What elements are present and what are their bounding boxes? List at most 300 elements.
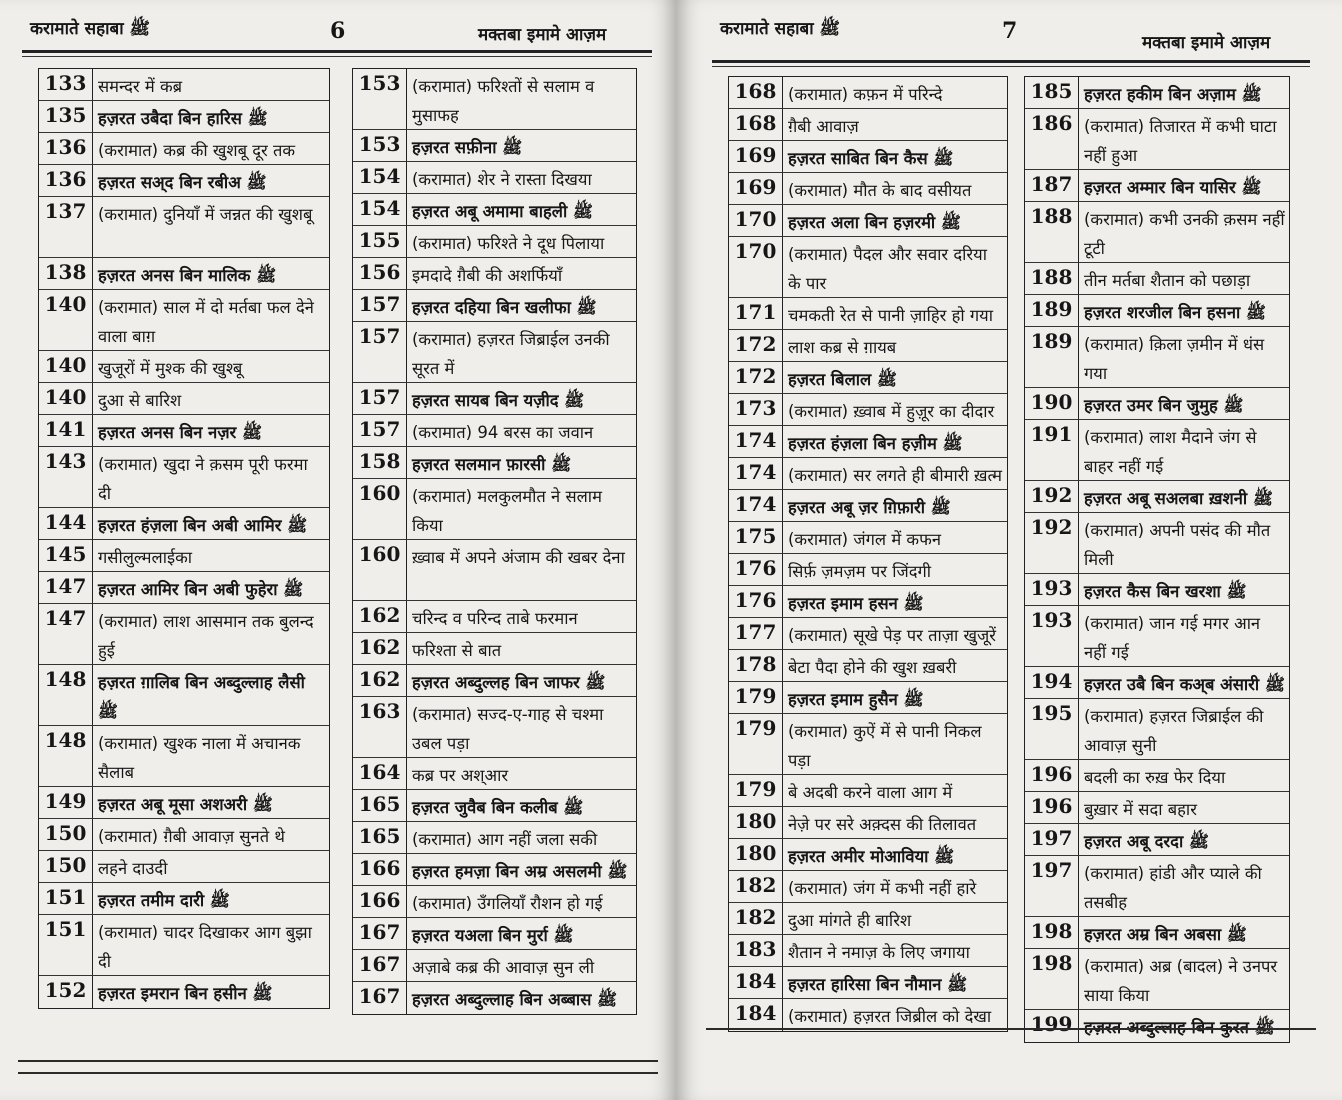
entry-page-number: 176 — [729, 554, 783, 585]
entry-title: (करामात) साल में दो मर्तबा फल देने वाला बाग़ — [98, 298, 314, 346]
entry-title: समन्दर में कब्र — [98, 77, 183, 96]
index-entry — [729, 77, 1007, 109]
right-page-number: 7 — [1002, 18, 1018, 44]
entry-page-number: 165 — [353, 790, 407, 821]
entry-page-number: 182 — [729, 871, 783, 902]
entry-page-number: 140 — [39, 351, 93, 382]
entry-page-number: 143 — [39, 447, 93, 507]
entry-title: (करामात) हज़रत जिब्राईल उनकी सूरत में — [412, 330, 610, 378]
entry-page-number: 174 — [729, 490, 783, 521]
index-entry — [729, 394, 1007, 426]
index-entry — [729, 714, 1007, 775]
index-entry — [353, 918, 636, 950]
entry-title: बदली का रुख़ फेर दिया — [1084, 768, 1226, 787]
entry-title: हज़रत सलमान फ़ारसी ﷺ — [412, 455, 572, 474]
index-entry — [353, 697, 636, 758]
entry-page-number: 135 — [39, 101, 93, 132]
entry-page-number: 168 — [729, 77, 783, 108]
index-entry — [39, 165, 329, 197]
entry-title: हज़रत आमिर बिन अबी फुहेरा ﷺ — [98, 580, 304, 599]
index-entry — [353, 790, 636, 822]
entry-title: (करामात) खुश्क नाला में अचानक सैलाब — [98, 734, 301, 782]
index-entry — [39, 258, 329, 290]
entry-title: (करामात) तिजारत में कभी घाटा नहीं हुआ — [1084, 117, 1277, 165]
entry-page-number: 198 — [1025, 949, 1079, 1009]
entry-page-number: 151 — [39, 915, 93, 975]
entry-page-number: 186 — [1025, 109, 1079, 169]
left-page-column-2 — [352, 68, 637, 1015]
entry-page-number: 184 — [729, 967, 783, 998]
entry-title: दुआ मांगते ही बारिश — [788, 911, 912, 930]
right-page-header — [676, 0, 1342, 53]
index-entry — [729, 807, 1007, 839]
index-entry — [1025, 263, 1289, 295]
index-entry — [1025, 109, 1289, 170]
entry-title: (करामात) कुऐं में से पानी निकल पड़ा — [788, 722, 982, 770]
entry-title: लहने दाउदी — [98, 859, 168, 878]
entry-title: हज़रत सफ़ीना ﷺ — [412, 138, 523, 157]
entry-page-number: 150 — [39, 819, 93, 850]
index-entry — [39, 883, 329, 915]
index-entry — [39, 508, 329, 540]
entry-page-number: 155 — [353, 226, 407, 257]
entry-page-number: 187 — [1025, 170, 1079, 201]
index-entry — [1025, 1010, 1289, 1042]
entry-page-number: 138 — [39, 258, 93, 289]
entry-page-number: 150 — [39, 851, 93, 882]
index-entry — [1025, 699, 1289, 760]
index-entry — [353, 540, 636, 601]
entry-page-number: 192 — [1025, 481, 1079, 512]
entry-page-number: 160 — [353, 479, 407, 539]
entry-page-number: 179 — [729, 775, 783, 806]
index-entry — [729, 298, 1007, 330]
index-entry — [353, 479, 636, 540]
index-entry — [353, 258, 636, 290]
entry-page-number: 137 — [39, 197, 93, 257]
entry-title: (करामात) लाश मैदाने जंग से बाहर नहीं गई — [1084, 428, 1257, 476]
entry-page-number: 141 — [39, 415, 93, 446]
index-entry — [353, 194, 636, 226]
entry-title: (करामात) उँगलियाँ रौशन हो गई — [412, 894, 603, 913]
index-entry — [729, 618, 1007, 650]
index-entry — [729, 173, 1007, 205]
entry-page-number: 177 — [729, 618, 783, 649]
entry-title: हज़रत उबै बिन कअ्ब अंसारी ﷺ — [1084, 675, 1285, 694]
entry-page-number: 184 — [729, 999, 783, 1031]
entry-title: हज़रत हकीम बिन अज़ाम ﷺ — [1084, 85, 1262, 104]
entry-title: (करामात) कब्र की खुशबू दूर तक — [98, 141, 296, 160]
index-entry — [353, 447, 636, 479]
entry-title: (करामात) पैदल और सवार दरिया के पार — [788, 245, 988, 293]
entry-title: शैतान ने नमाज़ के लिए जगाया — [788, 943, 970, 962]
index-entry — [729, 522, 1007, 554]
entry-page-number: 188 — [1025, 202, 1079, 262]
entry-title: बेटा पैदा होने की खुश ख़बरी — [788, 658, 957, 677]
entry-page-number: 167 — [353, 918, 407, 949]
index-entry — [39, 351, 329, 383]
entry-title: ख़्वाब में अपने अंजाम की खबर देना — [412, 548, 625, 567]
left-header-rule-thin — [22, 56, 652, 57]
entry-page-number: 191 — [1025, 420, 1079, 480]
index-entry — [353, 130, 636, 162]
entry-page-number: 164 — [353, 758, 407, 789]
entry-page-number: 185 — [1025, 77, 1079, 108]
entry-page-number: 193 — [1025, 574, 1079, 605]
index-entry — [729, 237, 1007, 298]
index-entry — [729, 682, 1007, 714]
entry-page-number: 160 — [353, 540, 407, 600]
entry-title: (करामात) क़िला ज़मीन में धंस गया — [1084, 335, 1265, 383]
index-entry — [39, 726, 329, 787]
entry-page-number: 190 — [1025, 388, 1079, 419]
index-entry — [729, 839, 1007, 871]
index-entry — [39, 819, 329, 851]
index-entry — [1025, 917, 1289, 949]
entry-title: हज़रत जुवैब बिन कलीब ﷺ — [412, 798, 584, 817]
entry-page-number: 189 — [1025, 295, 1079, 326]
entry-title: तीन मर्तबा शैतान को पछाड़ा — [1084, 271, 1251, 290]
entry-title: हज़रत अबू ज़र ग़िफ़ारी ﷺ — [788, 498, 951, 517]
entry-title: हज़रत हंज़ला बिन अबी आमिर ﷺ — [98, 516, 308, 535]
entry-title: (करामात) सर लगते ही बीमारी ख़त्म — [788, 466, 1003, 485]
index-entry — [729, 205, 1007, 237]
index-entry — [729, 967, 1007, 999]
entry-page-number: 179 — [729, 682, 783, 713]
entry-page-number: 167 — [353, 982, 407, 1014]
index-entry — [1025, 949, 1289, 1010]
entry-title: हज़रत तमीम दारी ﷺ — [98, 891, 230, 910]
entry-title: ग़ैबी आवाज़ — [788, 117, 859, 136]
entry-title: (करामात) फरिश्ते ने दूध पिलाया — [412, 234, 605, 253]
entry-page-number: 162 — [353, 601, 407, 632]
entry-title: (करामात) दुनियाँ में जन्नत की खुशबू — [98, 205, 313, 224]
entry-title: हज़रत बिलाल ﷺ — [788, 370, 897, 389]
entry-title: (करामात) सूखे पेड़ पर ताज़ा खुजूरें — [788, 626, 996, 645]
entry-title: हज़रत अबू अमामा बाहली ﷺ — [412, 202, 593, 221]
right-page — [676, 0, 1342, 1100]
index-entry — [353, 633, 636, 665]
entry-title: गसीलुल्मलाईका — [98, 548, 193, 567]
index-entry — [353, 950, 636, 982]
index-entry — [729, 490, 1007, 522]
right-footer-rule — [706, 1028, 1316, 1030]
index-entry — [1025, 574, 1289, 606]
entry-title: हज़रत अम्मार बिन यासिर ﷺ — [1084, 178, 1262, 197]
index-entry — [729, 871, 1007, 903]
entry-page-number: 180 — [729, 807, 783, 838]
index-entry — [1025, 420, 1289, 481]
entry-title: हज़रत अनस बिन मालिक ﷺ — [98, 266, 277, 285]
index-entry — [39, 665, 329, 726]
entry-page-number: 176 — [729, 586, 783, 617]
entry-title: (करामात) अब्र (बादल) ने उनपर साया किया — [1084, 957, 1278, 1005]
index-entry — [39, 572, 329, 604]
entry-page-number: 144 — [39, 508, 93, 539]
index-entry — [353, 822, 636, 854]
entry-title: दुआ से बारिश — [98, 391, 182, 410]
right-page-title: करामाते सहाबा ﷺ — [720, 19, 841, 39]
entry-title: (करामात) हज़रत जिब्राईल की आवाज़ सुनी — [1084, 707, 1264, 755]
entry-title: खुजूरों में मुश्क की खुश्बू — [98, 359, 243, 378]
entry-title: हज़रत यअला बिन मुर्रा ﷺ — [412, 926, 574, 945]
entry-title: (करामात) फरिश्तों से सलाम व मुसाफह — [412, 77, 595, 125]
entry-title: हज़रत उबैदा बिन हारिस ﷺ — [98, 109, 268, 128]
index-entry — [729, 999, 1007, 1031]
entry-title: (करामात) मलकुलमौत ने सलाम किया — [412, 487, 602, 535]
entry-page-number: 148 — [39, 665, 93, 725]
entry-page-number: 192 — [1025, 513, 1079, 573]
entry-title: (करामात) सज्द-ए-गाह से चश्मा उबल पड़ा — [412, 705, 604, 753]
right-header-rule-thin — [712, 66, 1310, 67]
index-entry — [1025, 295, 1289, 327]
index-entry — [1025, 202, 1289, 263]
index-entry — [1025, 327, 1289, 388]
entry-page-number: 157 — [353, 290, 407, 321]
entry-title: हज़रत इमरान बिन हसीन ﷺ — [98, 984, 273, 1003]
entry-page-number: 136 — [39, 133, 93, 164]
entry-page-number: 163 — [353, 697, 407, 757]
entry-page-number: 169 — [729, 141, 783, 172]
entry-page-number: 170 — [729, 237, 783, 297]
entry-page-number: 189 — [1025, 327, 1079, 387]
index-entry — [729, 109, 1007, 141]
left-page-column-1 — [38, 68, 330, 1009]
right-page-column-1 — [728, 76, 1008, 1032]
entry-title: हज़रत अमीर मोआविया ﷺ — [788, 847, 955, 866]
entry-page-number: 198 — [1025, 917, 1079, 948]
entry-page-number: 196 — [1025, 792, 1079, 823]
entry-page-number: 140 — [39, 383, 93, 414]
entry-page-number: 197 — [1025, 856, 1079, 916]
index-entry — [39, 851, 329, 883]
entry-title: बुख़ार में सदा बहार — [1084, 800, 1197, 819]
entry-title: हज़रत उमर बिन जुमुह ﷺ — [1084, 396, 1244, 415]
entry-title: हज़रत अबू सअलबा ख़शनी ﷺ — [1084, 489, 1273, 508]
entry-page-number: 188 — [1025, 263, 1079, 294]
index-entry — [353, 322, 636, 383]
entry-title: (करामात) चादर दिखाकर आग बुझा दी — [98, 923, 312, 971]
entry-title: हज़रत अबू मूसा अशअरी ﷺ — [98, 795, 273, 814]
index-entry — [353, 383, 636, 415]
index-entry — [729, 141, 1007, 173]
entry-title: (करामात) जान गई मगर आन नहीं गई — [1084, 614, 1261, 662]
left-header-rule — [22, 50, 652, 53]
index-entry — [729, 554, 1007, 586]
right-header-rule — [712, 60, 1310, 63]
entry-page-number: 156 — [353, 258, 407, 289]
entry-title: (करामात) खुदा ने क़सम पूरी फरमा दी — [98, 455, 308, 503]
entry-title: हज़रत अनस बिन नज़र ﷺ — [98, 423, 262, 442]
index-entry — [353, 886, 636, 918]
entry-title: हज़रत अला बिन हज़रमी ﷺ — [788, 213, 961, 232]
index-entry — [729, 362, 1007, 394]
entry-page-number: 172 — [729, 330, 783, 361]
index-entry — [729, 935, 1007, 967]
entry-page-number: 179 — [729, 714, 783, 774]
index-entry — [1025, 856, 1289, 917]
index-entry — [1025, 170, 1289, 202]
entry-title: हज़रत सायब बिन यज़ीद ﷺ — [412, 391, 585, 410]
index-entry — [729, 775, 1007, 807]
entry-title: (करामात) ख़्वाब में हुज़ूर का दीदार — [788, 402, 995, 421]
index-entry — [353, 854, 636, 886]
entry-page-number: 152 — [39, 976, 93, 1008]
left-page-title: करामाते सहाबा ﷺ — [30, 19, 151, 39]
index-entry — [353, 415, 636, 447]
entry-title: (करामात) लाश आसमान तक बुलन्द हुई — [98, 612, 314, 660]
entry-page-number: 194 — [1025, 667, 1079, 698]
entry-title: (करामात) जंगल में कफन — [788, 530, 941, 549]
entry-title: हज़रत साबित बिन कैस ﷺ — [788, 149, 954, 168]
entry-page-number: 167 — [353, 950, 407, 981]
entry-page-number: 180 — [729, 839, 783, 870]
left-page-number: 6 — [330, 18, 346, 44]
entry-title: हज़रत हारिसा बिन नौमान ﷺ — [788, 975, 968, 994]
entry-page-number: 197 — [1025, 824, 1079, 855]
entry-page-number: 175 — [729, 522, 783, 553]
entry-page-number: 166 — [353, 886, 407, 917]
entry-title: हज़रत इमाम हसन ﷺ — [788, 594, 924, 613]
left-footer-rule-2 — [18, 1072, 658, 1074]
entry-page-number: 162 — [353, 633, 407, 664]
index-entry — [39, 101, 329, 133]
index-entry — [39, 383, 329, 415]
entry-page-number: 153 — [353, 130, 407, 161]
entry-title: (करामात) मौत के बाद वसीयत — [788, 181, 972, 200]
entry-page-number: 147 — [39, 604, 93, 664]
index-entry — [1025, 77, 1289, 109]
index-entry — [353, 69, 636, 130]
entry-page-number: 166 — [353, 854, 407, 885]
entry-page-number: 154 — [353, 162, 407, 193]
entry-title: कब्र पर अश्आर — [412, 766, 509, 785]
entry-page-number: 154 — [353, 194, 407, 225]
entry-page-number: 148 — [39, 726, 93, 786]
index-entry — [39, 69, 329, 101]
left-footer-rule — [18, 1060, 658, 1062]
entry-page-number: 178 — [729, 650, 783, 681]
index-entry — [1025, 513, 1289, 574]
index-entry — [1025, 606, 1289, 667]
entry-title: बे अदबी करने वाला आग में — [788, 783, 953, 802]
index-entry — [39, 915, 329, 976]
entry-title: (करामात) ग़ैबी आवाज़ सुनते थे — [98, 827, 285, 846]
entry-page-number: 169 — [729, 173, 783, 204]
entry-title: इमदादे ग़ैबी की अशर्फियाँ — [412, 266, 563, 285]
entry-title: लाश कब्र से ग़ायब — [788, 338, 897, 357]
entry-page-number: 162 — [353, 665, 407, 696]
entry-title: हज़रत इमाम हुसैन ﷺ — [788, 690, 924, 709]
entry-title: हज़रत दहिया बिन खलीफा ﷺ — [412, 298, 597, 317]
entry-title: सिर्फ़ ज़मज़म पर जिंदगी — [788, 562, 932, 581]
entry-title: हज़रत अब्दुल्लाह बिन कुरत ﷺ — [1084, 1018, 1275, 1037]
index-entry — [353, 601, 636, 633]
entry-title: चरिन्द व परिन्द ताबे फरमान — [412, 609, 578, 628]
index-entry — [1025, 388, 1289, 420]
index-entry — [729, 330, 1007, 362]
index-entry — [353, 226, 636, 258]
entry-title: (करामात) आग नहीं जला सकी — [412, 830, 598, 849]
entry-page-number: 171 — [729, 298, 783, 329]
index-entry — [353, 162, 636, 194]
index-entry — [39, 976, 329, 1008]
entry-page-number: 157 — [353, 415, 407, 446]
index-entry — [39, 540, 329, 572]
index-entry — [1025, 667, 1289, 699]
entry-page-number: 195 — [1025, 699, 1079, 759]
entry-title: हज़रत अब्दुल्लाह बिन अब्बास ﷺ — [412, 990, 618, 1009]
entry-page-number: 173 — [729, 394, 783, 425]
right-page-publisher: मक्तबा इमामे आज़म — [1142, 33, 1271, 53]
entry-page-number: 165 — [353, 822, 407, 853]
entry-page-number: 183 — [729, 935, 783, 966]
entry-title: हज़रत हमज़ा बिन अम्र असलमी ﷺ — [412, 862, 628, 881]
entry-title: हज़रत शरजील बिन हसना ﷺ — [1084, 303, 1266, 322]
right-page-column-2 — [1024, 76, 1290, 1043]
entry-title: हज़रत अब्दुल्लह बिन जाफर ﷺ — [412, 673, 606, 692]
entry-title: हज़रत अबू दरदा ﷺ — [1084, 832, 1209, 851]
entry-page-number: 199 — [1025, 1010, 1079, 1042]
entry-title: हज़रत ग़ालिब बिन अब्दुल्लाह लैसी ﷺ — [98, 673, 305, 721]
entry-title: (करामात) जंग में कभी नहीं हारे — [788, 879, 977, 898]
entry-page-number: 193 — [1025, 606, 1079, 666]
index-entry — [729, 458, 1007, 490]
entry-title: हज़रत सअ्द बिन रबीअ ﷺ — [98, 173, 267, 192]
index-entry — [39, 197, 329, 258]
entry-title: (करामात) हज़रत जिब्रील को देखा — [788, 1007, 992, 1026]
index-entry — [39, 604, 329, 665]
entry-page-number: 168 — [729, 109, 783, 140]
index-entry — [39, 447, 329, 508]
entry-page-number: 149 — [39, 787, 93, 818]
entry-page-number: 157 — [353, 322, 407, 382]
entry-page-number: 158 — [353, 447, 407, 478]
entry-title: चमकती रेत से पानी ज़ाहिर हो गया — [788, 306, 994, 325]
index-entry — [729, 903, 1007, 935]
entry-title: (करामात) कफ़न में परिन्दे — [788, 85, 943, 104]
entry-page-number: 151 — [39, 883, 93, 914]
entry-title: (करामात) हांडी और प्याले की तसबीह — [1084, 864, 1262, 912]
entry-title: अज़ाबे कब्र की आवाज़ सुन ली — [412, 958, 595, 977]
index-entry — [729, 650, 1007, 682]
entry-page-number: 145 — [39, 540, 93, 571]
index-entry — [353, 290, 636, 322]
entry-title: (करामात) अपनी पसंद की मौत मिली — [1084, 521, 1271, 569]
index-entry — [39, 290, 329, 351]
entry-title: हज़रत अम्र बिन अबसा ﷺ — [1084, 925, 1247, 944]
index-entry — [729, 426, 1007, 458]
entry-page-number: 133 — [39, 69, 93, 100]
entry-title: नेज़े पर सरे अक़्दस की तिलावत — [788, 815, 977, 834]
entry-title: (करामात) कभी उनकी क़सम नहीं टूटी — [1084, 210, 1285, 258]
left-page-publisher: मक्तबा इमामे आज़म — [478, 25, 607, 45]
entry-page-number: 174 — [729, 426, 783, 457]
entry-page-number: 140 — [39, 290, 93, 350]
entry-title: हज़रत हंज़ला बिन हज़ीम ﷺ — [788, 434, 963, 453]
index-entry — [1025, 792, 1289, 824]
entry-page-number: 136 — [39, 165, 93, 196]
index-entry — [39, 133, 329, 165]
index-entry — [1025, 481, 1289, 513]
entry-title: हज़रत कैस बिन खरशा ﷺ — [1084, 582, 1247, 601]
index-entry — [39, 787, 329, 819]
index-entry — [39, 415, 329, 447]
entry-page-number: 172 — [729, 362, 783, 393]
entry-page-number: 182 — [729, 903, 783, 934]
entry-page-number: 153 — [353, 69, 407, 129]
entry-title: फरिश्ता से बात — [412, 641, 502, 660]
